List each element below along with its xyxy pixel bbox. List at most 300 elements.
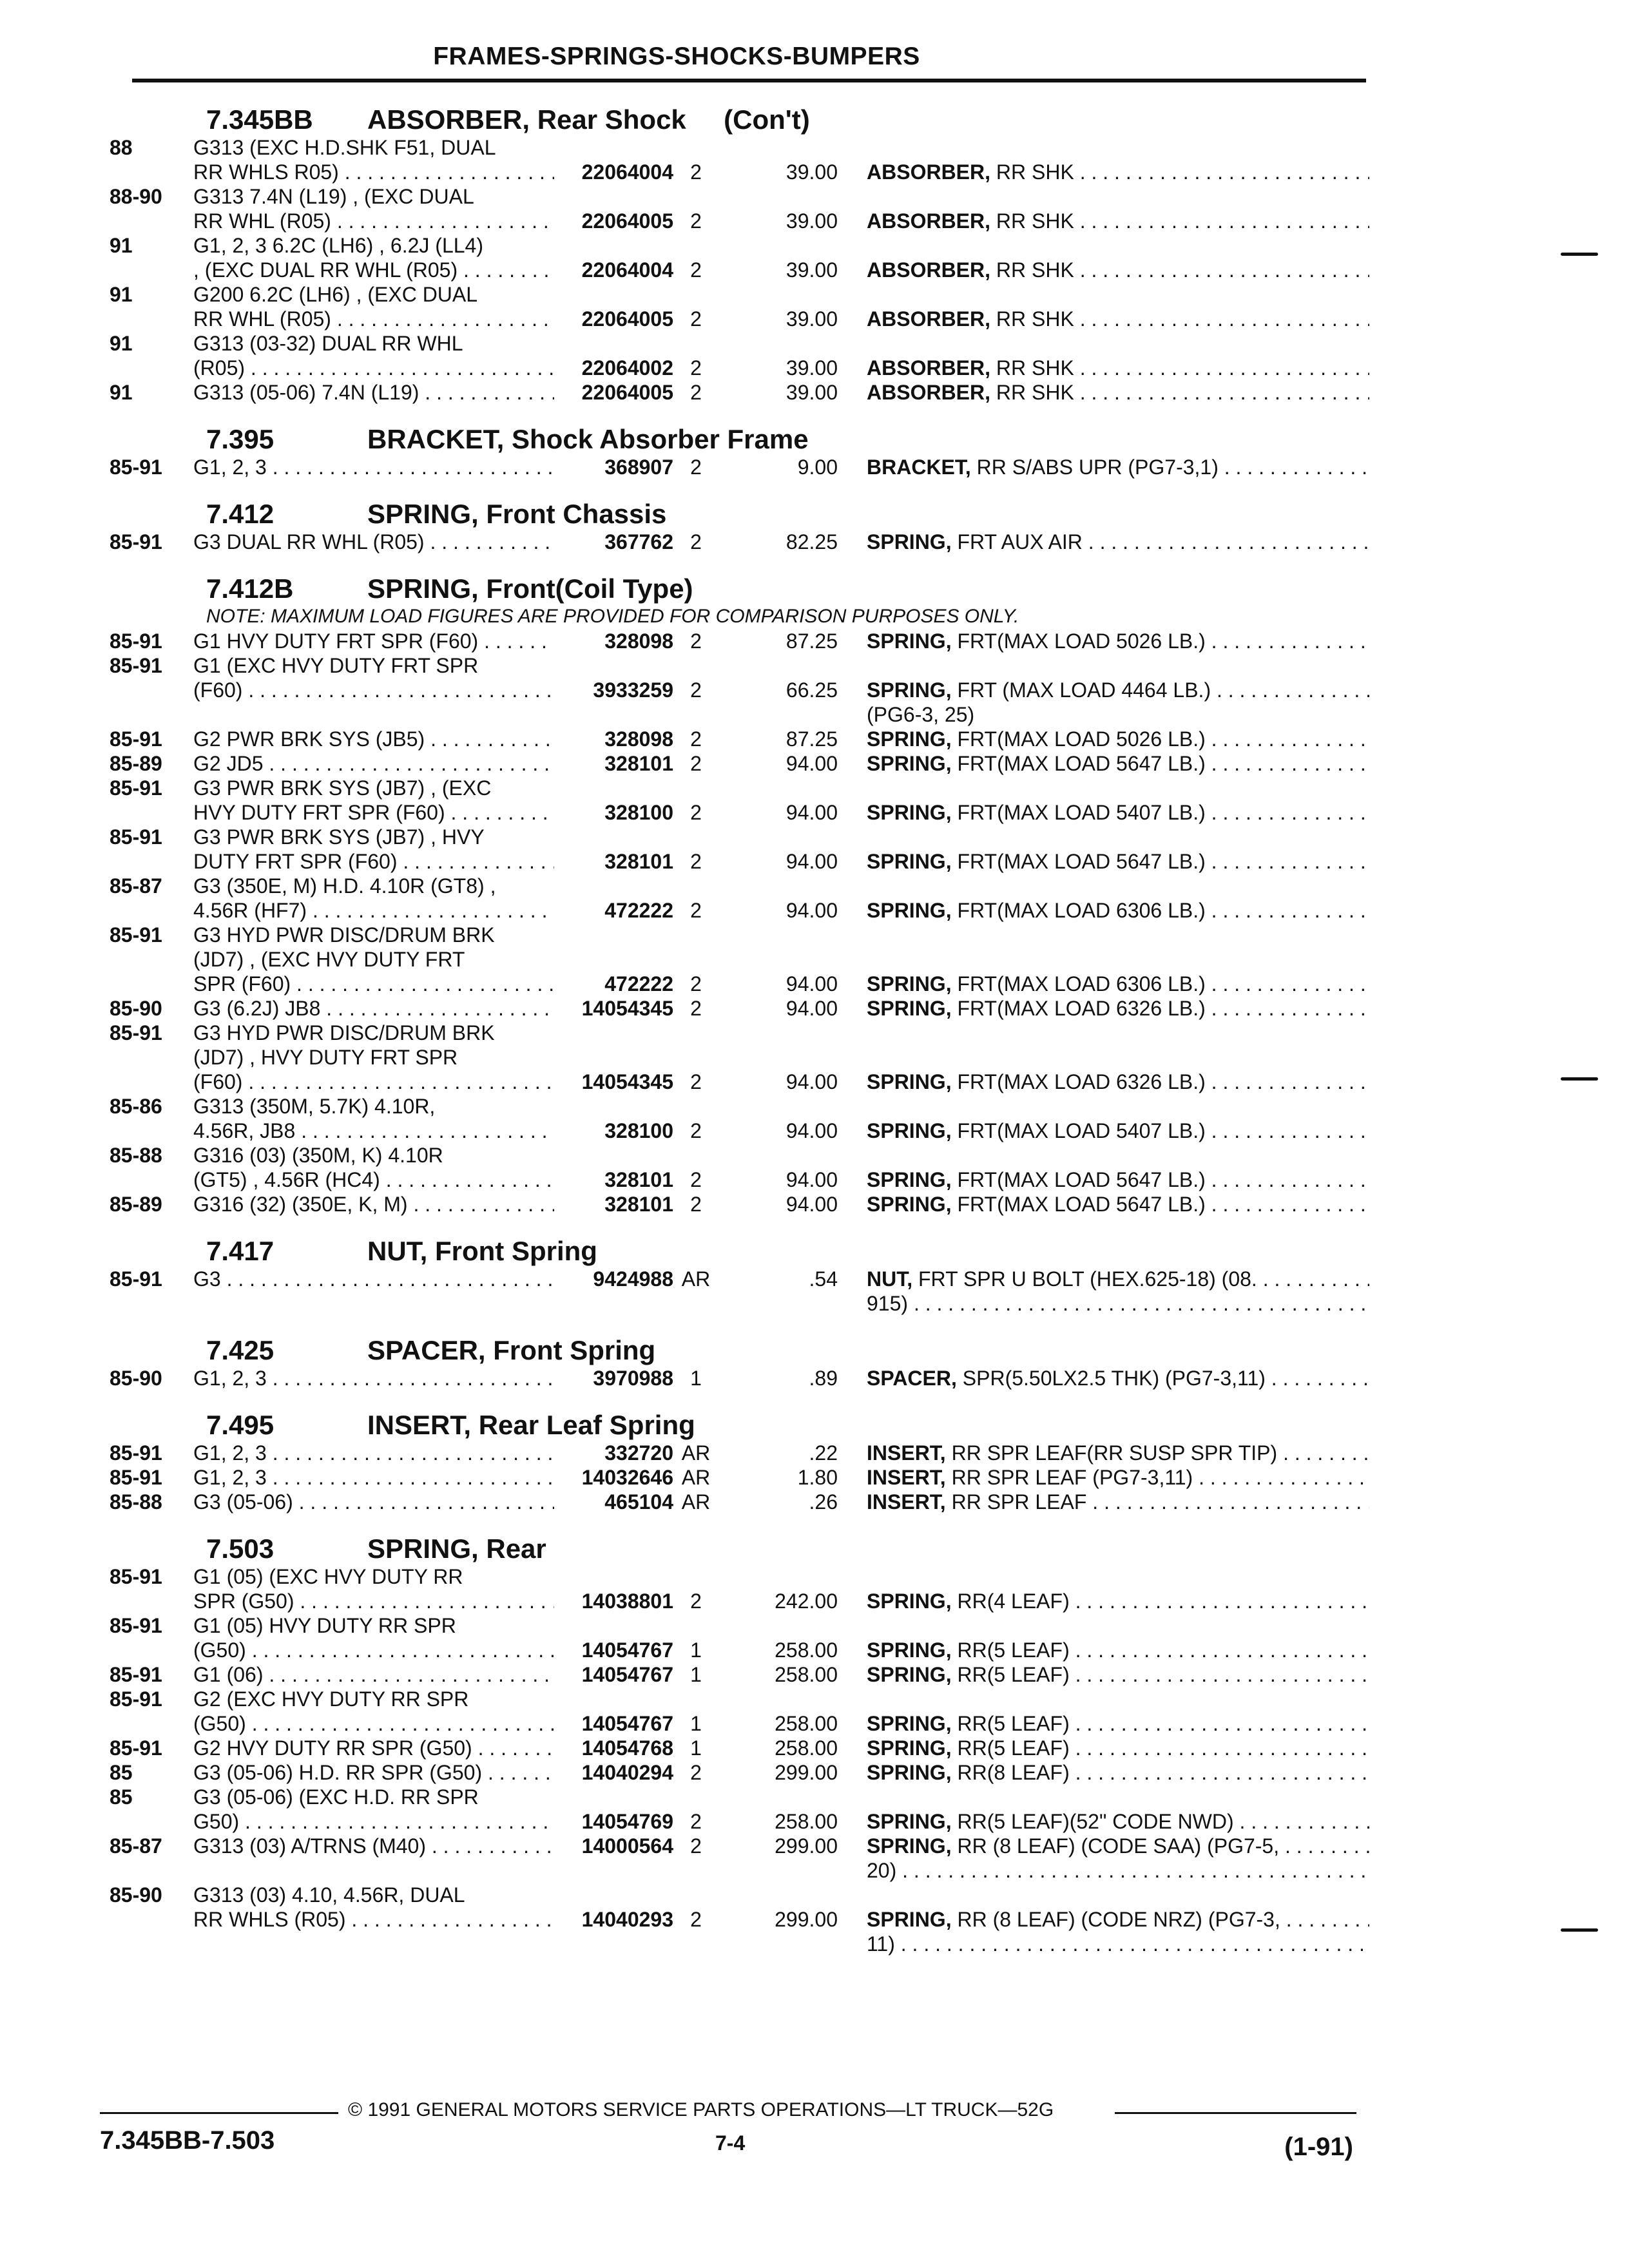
row-part-name xyxy=(867,923,1369,947)
row-part-name xyxy=(867,209,1369,233)
row-part-name xyxy=(867,184,1369,209)
row-part-name-detail: FRT(MAX LOAD 5647 LB.) xyxy=(951,1193,1206,1216)
row-part-name-keyword: SPRING, xyxy=(867,850,952,873)
row-part-name-detail: RR(5 LEAF) xyxy=(951,1736,1070,1760)
row-part-name xyxy=(867,849,1369,874)
row-years: 85-88 xyxy=(110,1490,162,1514)
row-quantity xyxy=(673,874,718,898)
row-part-name xyxy=(867,1613,1369,1638)
row-quantity: AR xyxy=(681,1267,711,1291)
row-application: RR WHLS R05) . . . xyxy=(193,160,554,184)
part-row xyxy=(110,1589,1373,1613)
row-years xyxy=(110,1711,193,1736)
row-part-name-detail: RR SPR LEAF (PG7-3,11) xyxy=(945,1466,1193,1489)
row-application: RR WHL (R05) . . . xyxy=(193,307,554,331)
part-row xyxy=(110,135,1373,160)
row-price: 94.00 xyxy=(786,972,838,995)
part-row xyxy=(110,1760,1373,1785)
row-part-number xyxy=(554,1932,673,1956)
row-years: 91 xyxy=(110,283,133,306)
row-part-name-detail: FRT(MAX LOAD 6326 LB.) xyxy=(951,1070,1206,1093)
row-part-number: 14054345 xyxy=(581,1070,673,1093)
row-quantity xyxy=(673,282,718,307)
row-part-name xyxy=(867,455,1369,479)
row-part-name-keyword: SPRING, xyxy=(867,1639,952,1662)
row-part-name xyxy=(867,996,1369,1021)
row-part-name xyxy=(867,1168,1369,1192)
part-row xyxy=(110,1785,1373,1809)
row-application: G313 7.4N (L19) , (EXC DUAL xyxy=(193,185,474,208)
row-part-name-detail: 915) xyxy=(867,1292,909,1315)
row-application: (F60) . . . xyxy=(193,678,554,702)
row-part-number xyxy=(554,135,673,160)
row-part-number xyxy=(554,184,673,209)
row-part-name-detail: FRT AUX AIR xyxy=(951,530,1083,553)
row-part-name xyxy=(867,1490,1369,1514)
row-part-name-detail: FRT(MAX LOAD 5407 LB.) xyxy=(951,801,1206,824)
row-part-name-keyword: SPRING, xyxy=(867,899,952,922)
section-heading xyxy=(110,85,1373,135)
row-part-number: 14040293 xyxy=(581,1908,673,1931)
row-part-number: 22064005 xyxy=(581,209,673,233)
row-part-name xyxy=(867,727,1369,751)
row-part-name-keyword: INSERT, xyxy=(867,1441,946,1465)
row-part-number xyxy=(554,1687,673,1711)
row-price: 94.00 xyxy=(786,850,838,873)
row-quantity xyxy=(673,1564,718,1589)
row-quantity: 2 xyxy=(690,1761,702,1784)
part-row xyxy=(110,307,1373,331)
part-row xyxy=(110,727,1373,751)
row-part-number: 14054345 xyxy=(581,997,673,1020)
part-row xyxy=(110,1490,1373,1514)
row-years: 85-90 xyxy=(110,1883,162,1907)
row-years: 85-91 xyxy=(110,923,162,947)
row-quantity: 2 xyxy=(690,1834,702,1858)
row-part-name-detail: RR(5 LEAF)(52" CODE NWD) xyxy=(951,1810,1234,1833)
row-quantity: 1 xyxy=(690,1736,702,1760)
row-part-number: 328101 xyxy=(604,1193,673,1216)
row-part-name xyxy=(867,1883,1369,1907)
row-years: 88 xyxy=(110,136,133,159)
row-part-name-keyword: ABSORBER, xyxy=(867,356,991,380)
row-years xyxy=(110,947,193,972)
page-header-title: FRAMES-SPRINGS-SHOCKS-BUMPERS xyxy=(433,43,920,70)
row-part-name xyxy=(867,1638,1369,1662)
part-row xyxy=(110,1441,1373,1465)
part-row xyxy=(110,800,1373,825)
row-price: 94.00 xyxy=(786,1193,838,1216)
row-years xyxy=(110,678,193,702)
row-part-name-keyword: SPRING, xyxy=(867,1119,952,1142)
row-price xyxy=(718,653,838,678)
row-part-number: 3970988 xyxy=(593,1367,673,1390)
row-part-name xyxy=(867,972,1369,996)
section-heading xyxy=(110,554,1373,604)
row-years xyxy=(110,1045,193,1070)
row-part-number: 22064005 xyxy=(581,381,673,404)
row-quantity xyxy=(673,1021,718,1045)
row-part-number xyxy=(554,1858,673,1883)
row-part-name-detail: FRT(MAX LOAD 6306 LB.) xyxy=(951,972,1206,995)
row-price xyxy=(718,1858,838,1883)
row-years xyxy=(110,258,193,282)
row-price: 82.25 xyxy=(786,530,838,553)
row-application: G1 (06) . . . xyxy=(193,1662,554,1687)
section-number: 7.412 xyxy=(206,499,275,529)
row-price: 258.00 xyxy=(775,1639,838,1662)
row-part-name-detail: FRT(MAX LOAD 5647 LB.) xyxy=(951,1168,1206,1191)
row-quantity xyxy=(673,947,718,972)
row-price: 242.00 xyxy=(775,1590,838,1613)
row-part-number xyxy=(554,923,673,947)
part-row xyxy=(110,825,1373,849)
row-part-name xyxy=(867,1834,1369,1858)
row-part-number: 14054767 xyxy=(581,1639,673,1662)
row-price: 39.00 xyxy=(786,160,838,184)
part-row xyxy=(110,1809,1373,1834)
row-part-name xyxy=(867,258,1369,282)
row-application: (GT5) , 4.56R (HC4) . . . xyxy=(193,1168,554,1192)
row-quantity xyxy=(673,184,718,209)
row-years: 85-91 xyxy=(110,1614,162,1637)
row-years xyxy=(110,1291,193,1316)
row-quantity xyxy=(673,702,718,727)
row-quantity: 2 xyxy=(690,258,702,282)
row-part-name xyxy=(867,751,1369,776)
row-part-name-keyword: SPRING, xyxy=(867,629,952,653)
row-quantity: 2 xyxy=(690,997,702,1020)
row-years: 85 xyxy=(110,1785,133,1809)
part-row xyxy=(110,258,1373,282)
row-part-name-detail: RR (8 LEAF) (CODE NRZ) (PG7-3, xyxy=(951,1908,1280,1931)
part-row xyxy=(110,530,1373,554)
part-row xyxy=(110,1932,1373,1956)
footer-range: 7.345BB-7.503 xyxy=(100,2126,275,2155)
part-row xyxy=(110,1834,1373,1858)
part-row xyxy=(110,1267,1373,1291)
row-price xyxy=(718,874,838,898)
row-price xyxy=(718,1613,838,1638)
row-part-name xyxy=(867,1687,1369,1711)
row-part-name-detail: FRT(MAX LOAD 5647 LB.) xyxy=(951,850,1206,873)
row-years: 88-90 xyxy=(110,185,162,208)
row-part-number: 472222 xyxy=(604,899,673,922)
row-part-number xyxy=(554,653,673,678)
row-part-name xyxy=(867,1045,1369,1070)
row-part-name xyxy=(867,380,1369,405)
row-application: G1 HVY DUTY FRT SPR (F60) . . . xyxy=(193,629,554,653)
row-part-name-keyword: INSERT, xyxy=(867,1490,946,1514)
row-price xyxy=(718,923,838,947)
row-years: 85-91 xyxy=(110,1663,162,1686)
part-row xyxy=(110,282,1373,307)
row-application: SPR (G50) . . . xyxy=(193,1589,554,1613)
row-application: 4.56R, JB8 . . . xyxy=(193,1119,554,1143)
row-years: 85-91 xyxy=(110,825,162,849)
row-quantity: 2 xyxy=(690,209,702,233)
row-quantity: 2 xyxy=(690,727,702,751)
row-part-name-detail: RR SHK xyxy=(990,356,1074,380)
row-part-name xyxy=(867,160,1369,184)
row-part-name-detail: RR SHK xyxy=(990,209,1074,233)
row-part-name-detail: 11) xyxy=(867,1932,895,1956)
row-part-number: 14038801 xyxy=(581,1590,673,1613)
row-part-name-detail: RR (8 LEAF) (CODE SAA) (PG7-5, xyxy=(951,1834,1280,1858)
row-application: G3 (05-06) . . . xyxy=(193,1490,554,1514)
row-part-name xyxy=(867,1291,1369,1316)
row-price: 39.00 xyxy=(786,307,838,331)
row-part-number xyxy=(554,702,673,727)
row-years: 85-90 xyxy=(110,997,162,1020)
row-part-name-detail: RR(5 LEAF) xyxy=(951,1712,1070,1735)
footer-rule-left xyxy=(100,2112,338,2114)
row-part-name-detail: FRT(MAX LOAD 5647 LB.) xyxy=(951,752,1206,775)
row-application: G313 (03-32) DUAL RR WHL xyxy=(193,332,463,355)
row-price: 299.00 xyxy=(775,1908,838,1931)
row-part-name-keyword: SPRING, xyxy=(867,1070,952,1093)
row-application: G313 (03) A/TRNS (M40) . . . xyxy=(193,1834,554,1858)
row-application: G3 (05-06) (EXC H.D. RR SPR xyxy=(193,1785,479,1809)
row-part-name-detail: RR SPR LEAF xyxy=(945,1490,1087,1514)
row-part-number: 9424988 xyxy=(593,1267,673,1291)
row-part-name-detail: 20) xyxy=(867,1859,897,1882)
part-row xyxy=(110,923,1373,947)
row-part-name-keyword: SPRING, xyxy=(867,801,952,824)
row-part-name xyxy=(867,1465,1369,1490)
part-row xyxy=(110,1143,1373,1168)
row-part-number xyxy=(554,947,673,972)
row-part-number: 14032646 xyxy=(581,1466,673,1489)
row-part-name xyxy=(867,702,1369,727)
row-years: 85-91 xyxy=(110,727,162,751)
part-row xyxy=(110,356,1373,380)
row-part-number: 22064002 xyxy=(581,356,673,380)
row-part-name-detail: RR SHK xyxy=(990,258,1074,282)
row-application: G1 (05) HVY DUTY RR SPR xyxy=(193,1614,456,1637)
row-quantity: AR xyxy=(681,1441,711,1465)
section-title: NUT, Front Spring xyxy=(367,1236,597,1266)
row-part-name xyxy=(867,1070,1369,1094)
row-quantity xyxy=(673,1613,718,1638)
row-part-name xyxy=(867,653,1369,678)
row-part-name xyxy=(867,800,1369,825)
row-part-number xyxy=(554,1094,673,1119)
row-part-name xyxy=(867,1662,1369,1687)
row-price: 94.00 xyxy=(786,1119,838,1142)
row-application: G200 6.2C (LH6) , (EXC DUAL xyxy=(193,283,478,306)
row-price: .89 xyxy=(809,1367,838,1390)
row-application: G2 JD5 . . . xyxy=(193,751,554,776)
part-row xyxy=(110,849,1373,874)
row-quantity: 2 xyxy=(690,530,702,553)
row-application: 4.56R (HF7) . . . xyxy=(193,898,554,923)
row-quantity xyxy=(673,1687,718,1711)
row-quantity: 2 xyxy=(690,1590,702,1613)
row-quantity: 1 xyxy=(690,1639,702,1662)
row-price xyxy=(718,1021,838,1045)
section-number: 7.495 xyxy=(206,1410,275,1440)
part-row xyxy=(110,1638,1373,1662)
row-part-name xyxy=(867,331,1369,356)
row-application: G1, 2, 3 . . . xyxy=(193,1441,554,1465)
row-part-number xyxy=(554,874,673,898)
row-part-number: 328101 xyxy=(604,850,673,873)
row-part-name-detail: RR(5 LEAF) xyxy=(951,1663,1070,1686)
row-application: G1, 2, 3 . . . xyxy=(193,1465,554,1490)
row-part-number xyxy=(554,331,673,356)
row-part-name-keyword: SPRING, xyxy=(867,1761,952,1784)
row-quantity xyxy=(673,1045,718,1070)
part-row xyxy=(110,184,1373,209)
row-application: G1 (EXC HVY DUTY FRT SPR xyxy=(193,654,479,677)
part-row xyxy=(110,898,1373,923)
row-price: 39.00 xyxy=(786,209,838,233)
row-application: G3 (350E, M) H.D. 4.10R (GT8) , xyxy=(193,874,496,898)
row-part-number xyxy=(554,1291,673,1316)
row-quantity: 2 xyxy=(690,629,702,653)
row-years: 85-91 xyxy=(110,1687,162,1711)
row-application: G3 HYD PWR DISC/DRUM BRK xyxy=(193,1021,495,1044)
margin-mark xyxy=(1561,1077,1598,1081)
section-number: 7.417 xyxy=(206,1236,275,1266)
row-application: RR WHL (R05) . . . xyxy=(193,209,554,233)
row-price xyxy=(718,135,838,160)
row-part-name xyxy=(867,1785,1369,1809)
row-quantity: 2 xyxy=(690,456,702,479)
row-part-name-keyword: SPRING, xyxy=(867,1193,952,1216)
row-application: (G50) . . . xyxy=(193,1638,554,1662)
row-part-name xyxy=(867,776,1369,800)
row-part-number: 14054768 xyxy=(581,1736,673,1760)
margin-mark xyxy=(1561,253,1598,256)
section-title: BRACKET, Shock Absorber Frame xyxy=(367,424,809,454)
row-quantity: 2 xyxy=(690,160,702,184)
row-price xyxy=(718,947,838,972)
row-years xyxy=(110,1168,193,1192)
row-years xyxy=(110,972,193,996)
row-part-name xyxy=(867,1094,1369,1119)
row-part-name xyxy=(867,530,1369,554)
row-part-name xyxy=(867,874,1369,898)
section-title: INSERT, Rear Leaf Spring xyxy=(367,1410,695,1440)
row-part-name-detail: RR S/ABS UPR (PG7-3,1) xyxy=(970,456,1219,479)
row-part-name-detail: (PG6-3, 25) xyxy=(867,703,975,726)
part-row xyxy=(110,1564,1373,1589)
row-quantity xyxy=(673,1291,718,1316)
part-row xyxy=(110,209,1373,233)
row-years xyxy=(110,209,193,233)
row-quantity: 1 xyxy=(690,1663,702,1686)
part-row xyxy=(110,1192,1373,1216)
row-part-number: 368907 xyxy=(604,456,673,479)
section-heading xyxy=(110,405,1373,455)
row-application: G3 HYD PWR DISC/DRUM BRK xyxy=(193,923,495,947)
row-application: G3 PWR BRK SYS (JB7) , HVY xyxy=(193,825,485,849)
row-years xyxy=(110,1070,193,1094)
row-price xyxy=(718,282,838,307)
row-years: 91 xyxy=(110,234,133,257)
row-application: (R05) . . . xyxy=(193,356,554,380)
row-years xyxy=(110,800,193,825)
margin-mark xyxy=(1561,1928,1598,1932)
row-part-name xyxy=(867,947,1369,972)
row-years xyxy=(110,1907,193,1932)
row-part-number xyxy=(554,1143,673,1168)
row-price: 39.00 xyxy=(786,258,838,282)
row-part-name-keyword: BRACKET, xyxy=(867,456,971,479)
section-title: SPRING, Front(Coil Type) xyxy=(367,573,693,604)
row-part-number xyxy=(554,1045,673,1070)
row-part-name-keyword: SPRING, xyxy=(867,752,952,775)
row-part-name-keyword: ABSORBER, xyxy=(867,307,991,331)
row-part-name xyxy=(867,307,1369,331)
part-row xyxy=(110,1711,1373,1736)
row-price xyxy=(718,1932,838,1956)
row-price xyxy=(718,1094,838,1119)
part-row xyxy=(110,874,1373,898)
row-application: , (EXC DUAL RR WHL (R05) . . . xyxy=(193,258,554,282)
row-quantity: 1 xyxy=(690,1712,702,1735)
row-years: 85-91 xyxy=(110,1267,162,1291)
part-row xyxy=(110,629,1373,653)
row-price xyxy=(718,1564,838,1589)
row-price: 87.25 xyxy=(786,727,838,751)
row-part-name-keyword: NUT, xyxy=(867,1267,913,1291)
row-part-name-keyword: SPRING, xyxy=(867,1736,952,1760)
row-part-name-keyword: SPRING, xyxy=(867,678,952,702)
row-quantity xyxy=(673,1932,718,1956)
part-row xyxy=(110,1070,1373,1094)
row-application: SPR (F60) . . . xyxy=(193,972,554,996)
footer-page-number: 7-4 xyxy=(715,2131,746,2155)
row-price xyxy=(718,1143,838,1168)
part-row xyxy=(110,1662,1373,1687)
row-quantity: 1 xyxy=(690,1367,702,1390)
row-part-name-keyword: ABSORBER, xyxy=(867,160,991,184)
row-quantity xyxy=(673,923,718,947)
row-part-name-keyword: SPRING, xyxy=(867,1590,952,1613)
row-application: G316 (32) (350E, K, M) . . . xyxy=(193,1192,554,1216)
row-years: 85 xyxy=(110,1761,133,1784)
row-part-number: 328100 xyxy=(604,1119,673,1142)
part-row xyxy=(110,331,1373,356)
row-years xyxy=(110,160,193,184)
row-part-name-keyword: SPRING, xyxy=(867,1712,952,1735)
part-row xyxy=(110,1883,1373,1907)
row-application xyxy=(193,1932,554,1956)
row-price: .22 xyxy=(809,1441,838,1465)
row-application: G3 DUAL RR WHL (R05) . . . xyxy=(193,530,554,554)
row-part-name-keyword: INSERT, xyxy=(867,1466,946,1489)
row-quantity: AR xyxy=(681,1490,711,1514)
row-part-name-keyword: SPRING, xyxy=(867,1834,952,1858)
row-part-name xyxy=(867,1760,1369,1785)
row-price: 39.00 xyxy=(786,381,838,404)
row-part-number: 367762 xyxy=(604,530,673,553)
row-application: G313 (EXC H.D.SHK F51, DUAL xyxy=(193,136,496,159)
section-heading xyxy=(110,1514,1373,1564)
row-part-number: 328101 xyxy=(604,1168,673,1191)
row-part-number: 14000564 xyxy=(581,1834,673,1858)
row-price: 66.25 xyxy=(786,678,838,702)
row-part-number: 328098 xyxy=(604,727,673,751)
row-application: RR WHLS (R05) . . . xyxy=(193,1907,554,1932)
row-part-number: 14040294 xyxy=(581,1761,673,1784)
section-heading xyxy=(110,479,1373,530)
header-rule xyxy=(132,79,1366,82)
part-row xyxy=(110,455,1373,479)
